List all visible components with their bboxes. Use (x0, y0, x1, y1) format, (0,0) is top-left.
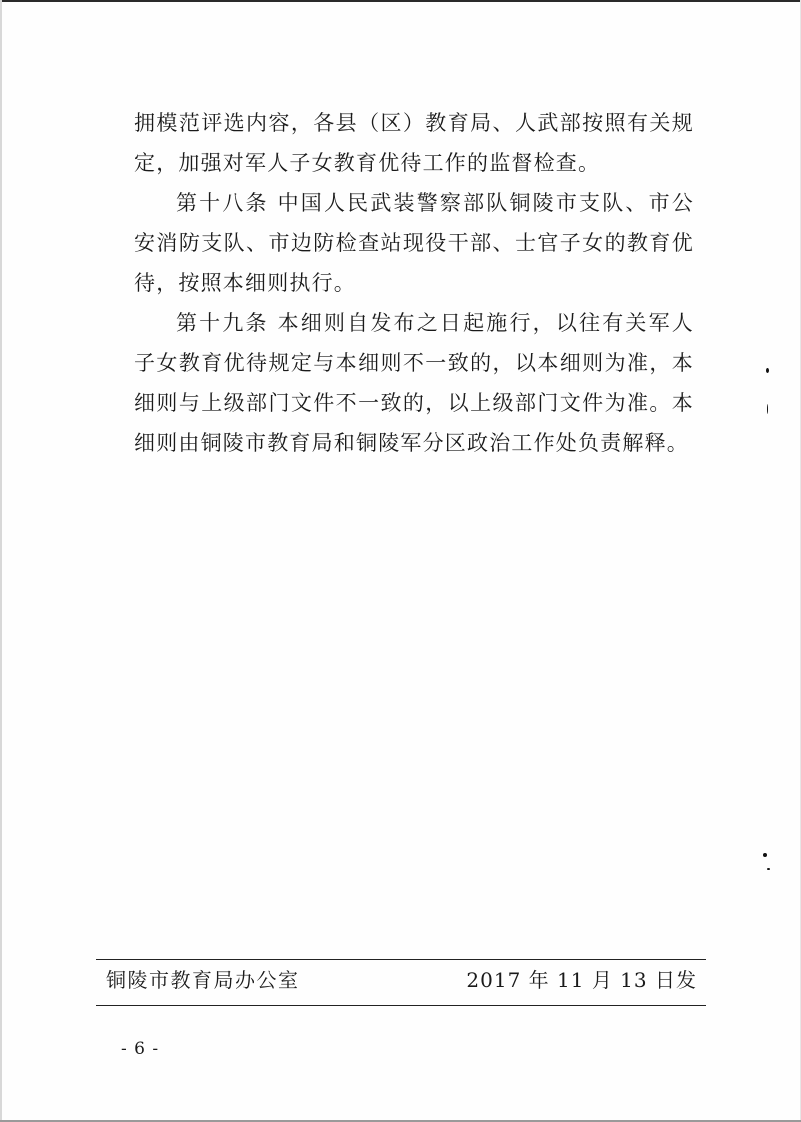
scan-speck (767, 868, 770, 870)
scan-speck (763, 853, 767, 857)
footer-issue-date: 2017 年 11 月 13 日发 (466, 968, 697, 992)
paragraph-continuation: 拥模范评选内容，各县（区）教育局、人武部按照有关规定，加强对军人子女教育优待工作的监督检查。 (134, 111, 694, 175)
paragraph-article-19: 第十九条 本细则自发布之日起施行，以往有关军人子女教育优待规定与本细则不一致的，以本细则为准，本细则与上级部门文件不一致的，以上级部门文件为准。本细则由铜陵市教育局和铜陵军分区政治工作处负责解释。 (134, 311, 694, 455)
scan-speck (766, 368, 769, 373)
paragraph-article-18: 第十八条 中国人民武装警察部队铜陵市支队、市公安消防支队、市边防检查站现役干部、士官子女的教育优待，按照本细则执行。 (134, 191, 694, 295)
scan-edge-left (0, 0, 2, 1122)
page-number: - 6 - (121, 1039, 160, 1059)
body-text (134, 103, 694, 463)
scan-speck (767, 404, 768, 414)
footer-rule-top (96, 959, 706, 960)
footer-rule-bottom (96, 1005, 706, 1006)
scan-edge-top (0, 0, 801, 2)
footer-issuer: 铜陵市教育局办公室 (106, 968, 300, 992)
